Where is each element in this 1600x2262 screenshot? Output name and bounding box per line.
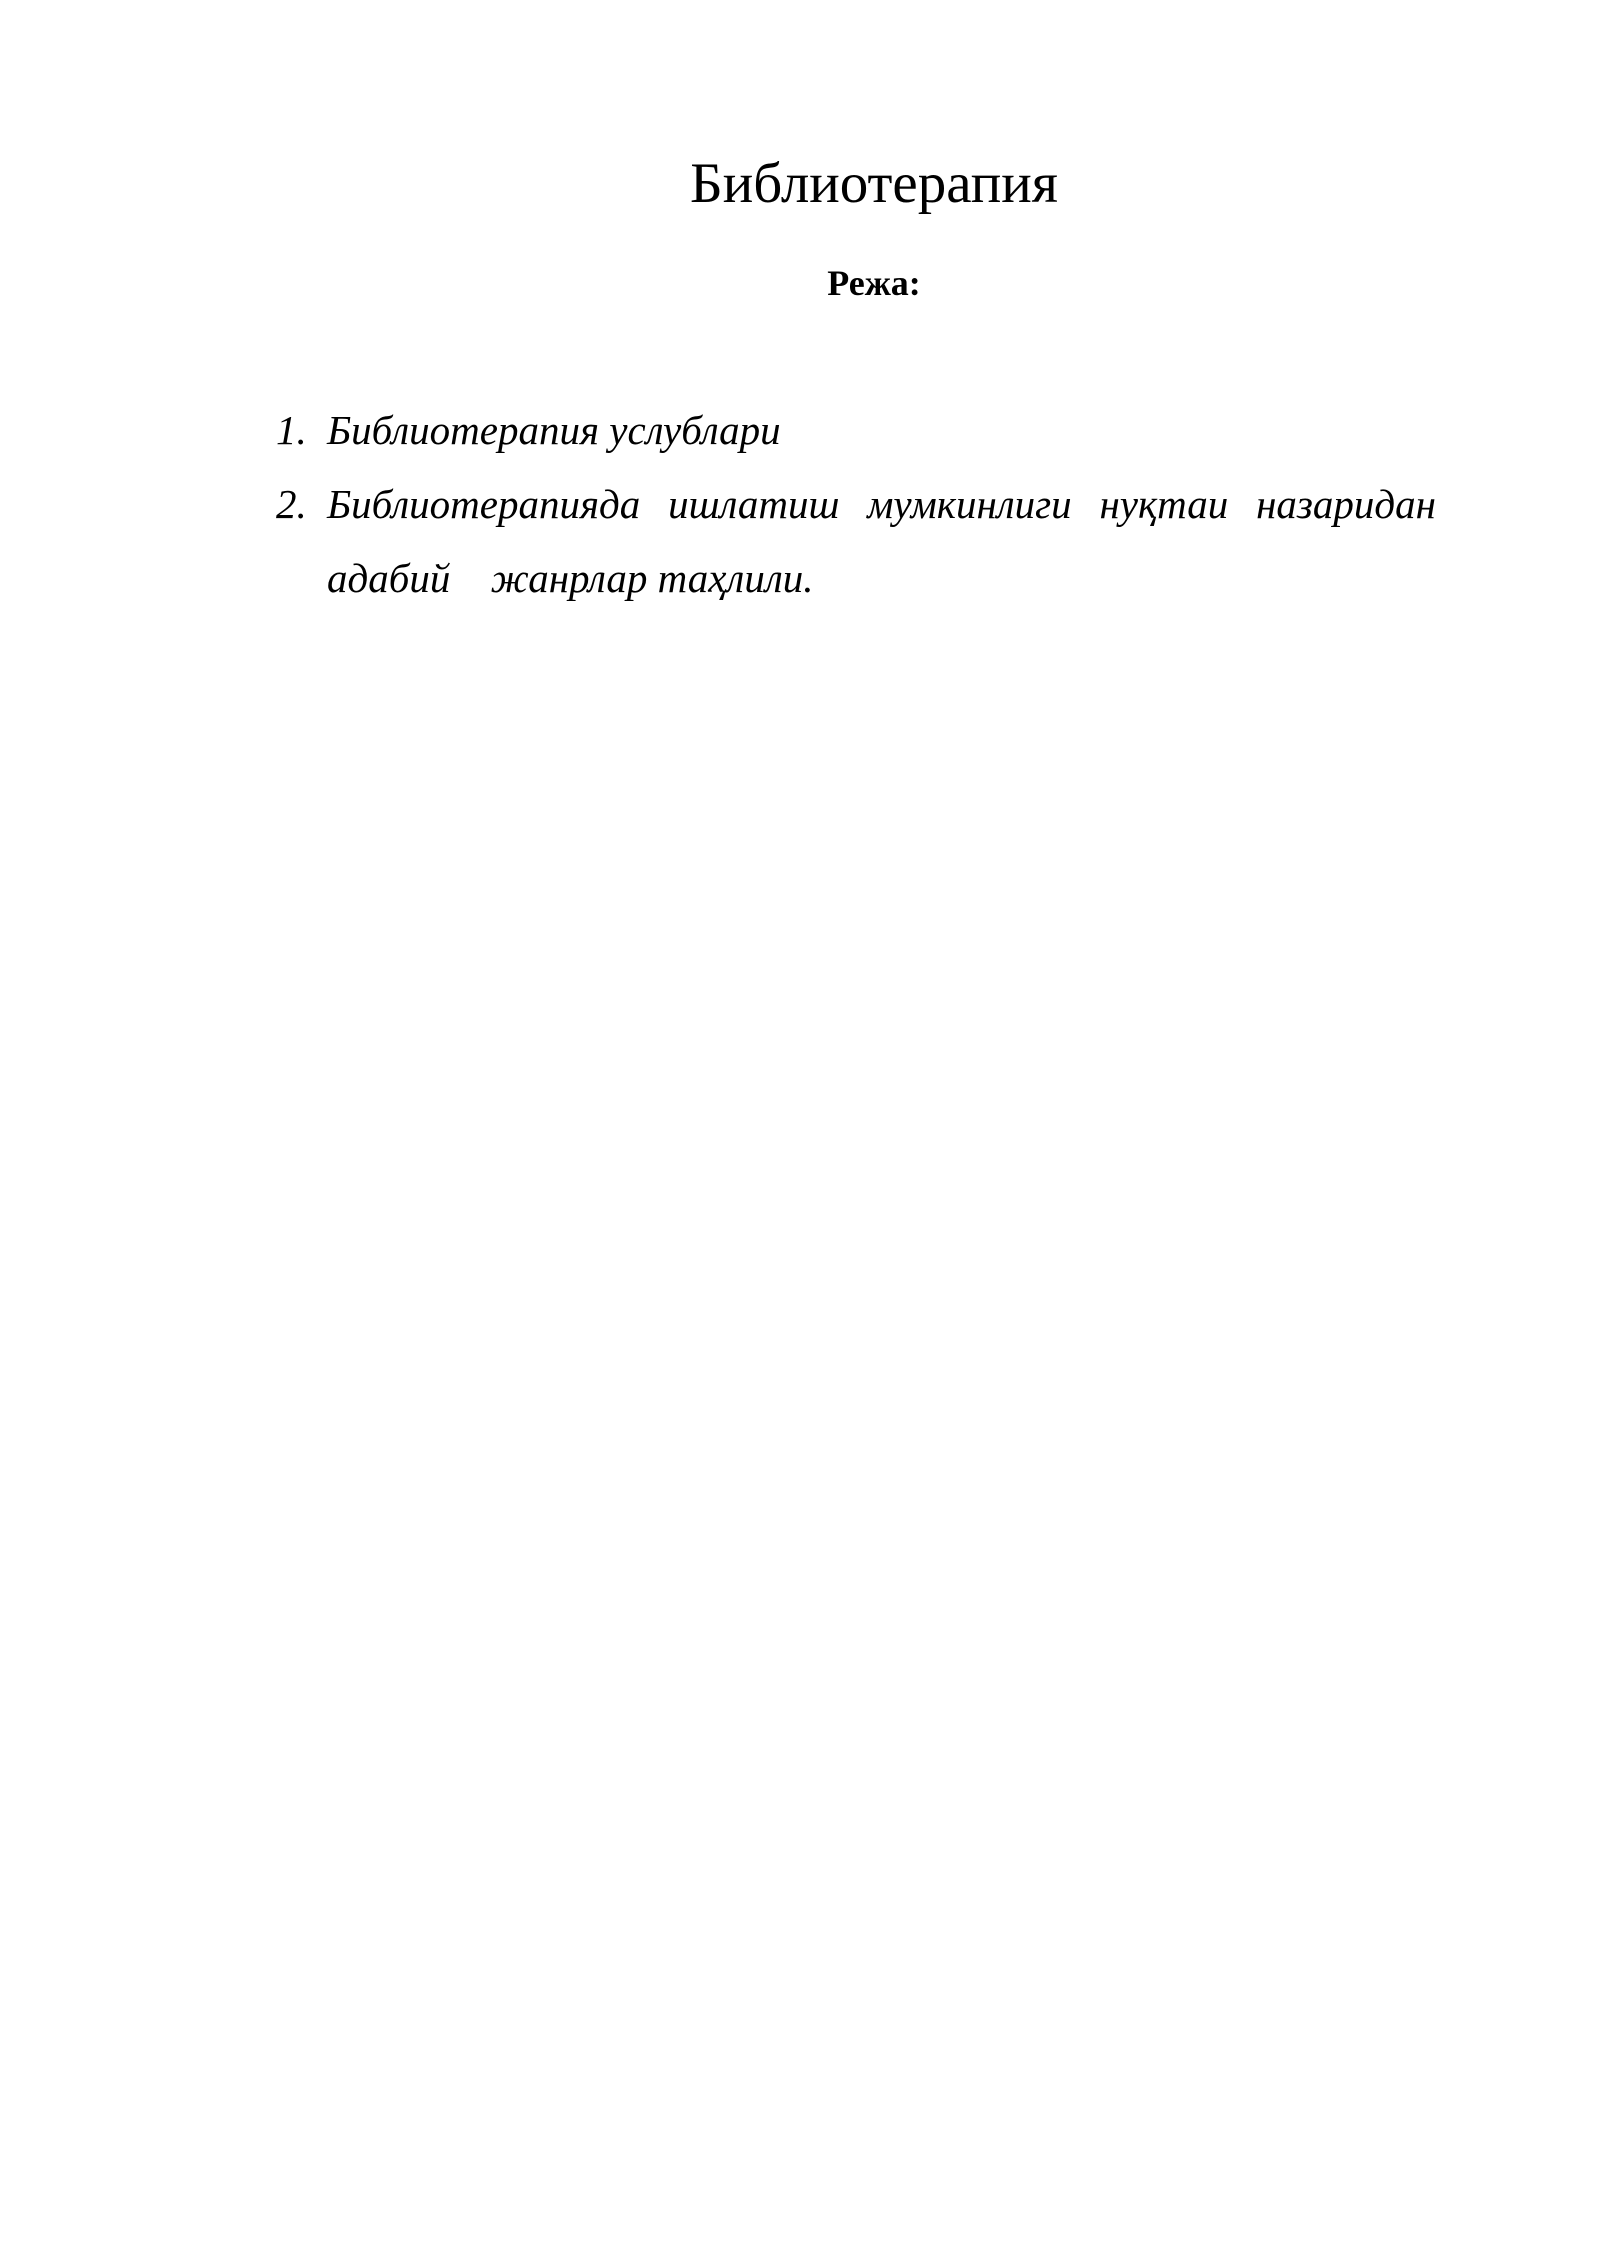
plan-item-1 — [276, 393, 1436, 467]
plan-list — [276, 393, 1436, 615]
plan-item-2 — [276, 467, 1436, 615]
plan-item-number: 2. — [276, 481, 307, 527]
plan-item-text: Библиотерапия услублари — [327, 407, 781, 453]
plan-item-number: 1. — [276, 407, 307, 453]
plan-item-text: Библиотерапияда ишлатиш мумкинлиги нуқтаи назаридан адабий жанрлар таҳлили. — [327, 481, 1436, 601]
document-title: Библиотерапия — [690, 152, 1058, 215]
plan-heading: Режа: — [827, 263, 921, 303]
